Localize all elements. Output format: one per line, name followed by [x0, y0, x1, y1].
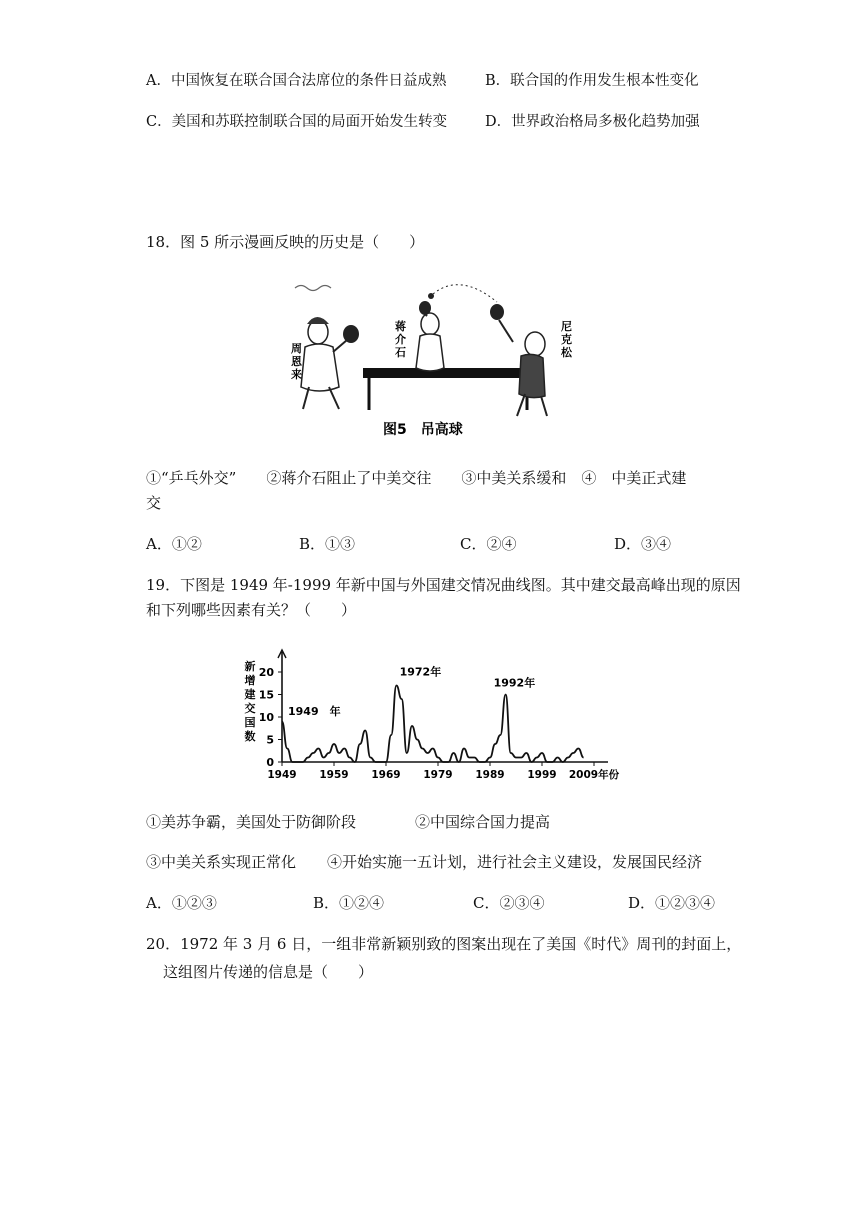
ping-pong-table: [363, 368, 533, 378]
q18-items-line2: 交: [146, 494, 162, 512]
annotation-label: 1992年: [493, 676, 536, 690]
zhou-arm: [333, 340, 347, 352]
y-label-char: 交: [244, 702, 256, 715]
y-tick-label: 10: [258, 711, 274, 724]
q19-option-a: A．①②③: [146, 894, 217, 912]
y-label-char: 新: [244, 660, 256, 673]
chart-svg: [238, 640, 624, 782]
q19-option-b: B．①②④: [313, 894, 385, 912]
x-tick-label: 1969: [371, 769, 401, 781]
y-tick-label: 20: [258, 666, 274, 679]
q19-item-4: ④开始实施一五计划，进行社会主义建设，发展国民经济: [327, 853, 703, 871]
q20-stem-line2: 这组图片传递的信息是（ ）: [163, 963, 374, 981]
y-tick-label: 0: [266, 756, 274, 769]
label-zhou-3: 来: [291, 368, 302, 381]
label-nixon: [560, 319, 576, 359]
q18-option-d: D．③④: [614, 535, 672, 553]
q19-option-d: D．①②③④: [628, 894, 716, 912]
q19-option-c: C．②③④: [473, 894, 545, 912]
nixon-body: [519, 354, 545, 397]
nixon-head: [525, 332, 545, 356]
series-line: [282, 686, 584, 763]
x-tick-label: 1999: [527, 769, 557, 781]
cartoon-drawing: [285, 272, 577, 442]
q19-item-3: ③中美关系实现正常化: [146, 853, 297, 871]
x-tick-label: 1949: [267, 769, 297, 781]
y-label-char: 数: [244, 730, 256, 743]
cartoon-figure: [285, 272, 577, 442]
q18-option-b: B．①③: [299, 535, 356, 553]
label-jiang-1: 蒋: [395, 320, 406, 333]
y-label-char: 增: [244, 674, 256, 687]
jiang-head: [421, 313, 439, 335]
label-jiang: [395, 319, 410, 359]
label-nixon-3: 松: [561, 346, 572, 359]
jiang-arm: [425, 314, 427, 316]
x-tick-label: 1989: [475, 769, 505, 781]
q19-stem-line1: 19．下图是 1949 年-1999 年新中国与外国建交情况曲线图。其中建交最高峰出现的原因: [146, 576, 741, 594]
y-label-char: 建: [244, 688, 256, 701]
q18-stem: 18．图 5 所示漫画反映的历史是（ ）: [146, 233, 425, 251]
y-label-char: 国: [244, 716, 256, 729]
q17-option-c: C．美国和苏联控制联合国的局面开始发生转变: [146, 114, 448, 130]
nixon-paddle: [490, 304, 504, 320]
q17-option-d: D．世界政治格局多极化趋势加强: [485, 114, 700, 130]
q19-item-2: ②中国综合国力提高: [415, 813, 551, 831]
cartoon-caption: 图5 吊高球: [383, 422, 463, 438]
annotation-label: 1972年: [399, 665, 442, 679]
label-jiang-2: 介: [395, 333, 406, 346]
label-jiang-3: 石: [395, 346, 406, 359]
x-tick-label: 2009年份: [568, 769, 620, 781]
diplomacy-chart: [238, 640, 624, 782]
x-tick-label: 1979: [423, 769, 453, 781]
q18-option-c: C．②④: [460, 535, 517, 553]
label-zhou-1: 周: [291, 342, 302, 355]
annotation-label: 1949 年: [288, 705, 341, 718]
y-axis-label: [245, 659, 256, 743]
nixon-arm: [499, 320, 513, 342]
jiang-body: [416, 334, 444, 371]
label-zhou-2: 恩: [291, 355, 302, 368]
q20-stem-line1: 20．1972 年 3 月 6 日，一组非常新颖别致的图案出现在了美国《时代》周刊的封面上，: [146, 935, 742, 953]
q19-stem-line2: 和下列哪些因素有关？（ ）: [146, 601, 357, 619]
x-tick-label: 1959: [319, 769, 349, 781]
ball-trajectory: [433, 285, 497, 302]
q18-items-line1: ①“乒乓外交” ②蒋介石阻止了中美交往 ③中美关系缓和 ④ 中美正式建: [146, 469, 687, 487]
y-tick-label: 5: [266, 733, 274, 747]
jiang-paddle: [419, 301, 431, 315]
label-nixon-1: 尼: [561, 320, 572, 333]
q17-option-b: B．联合国的作用发生根本性变化: [485, 73, 699, 89]
y-tick-label: 15: [258, 688, 274, 702]
label-nixon-2: 克: [561, 333, 572, 346]
q18-option-a: A．①②: [146, 535, 202, 553]
signature-scribble: [295, 286, 331, 291]
q17-option-a: A．中国恢复在联合国合法席位的条件日益成熟: [146, 73, 447, 89]
zhou-hair: [307, 317, 329, 324]
q19-item-1: ①美苏争霸，美国处于防御阶段: [146, 813, 357, 831]
ping-pong-ball: [428, 293, 434, 299]
